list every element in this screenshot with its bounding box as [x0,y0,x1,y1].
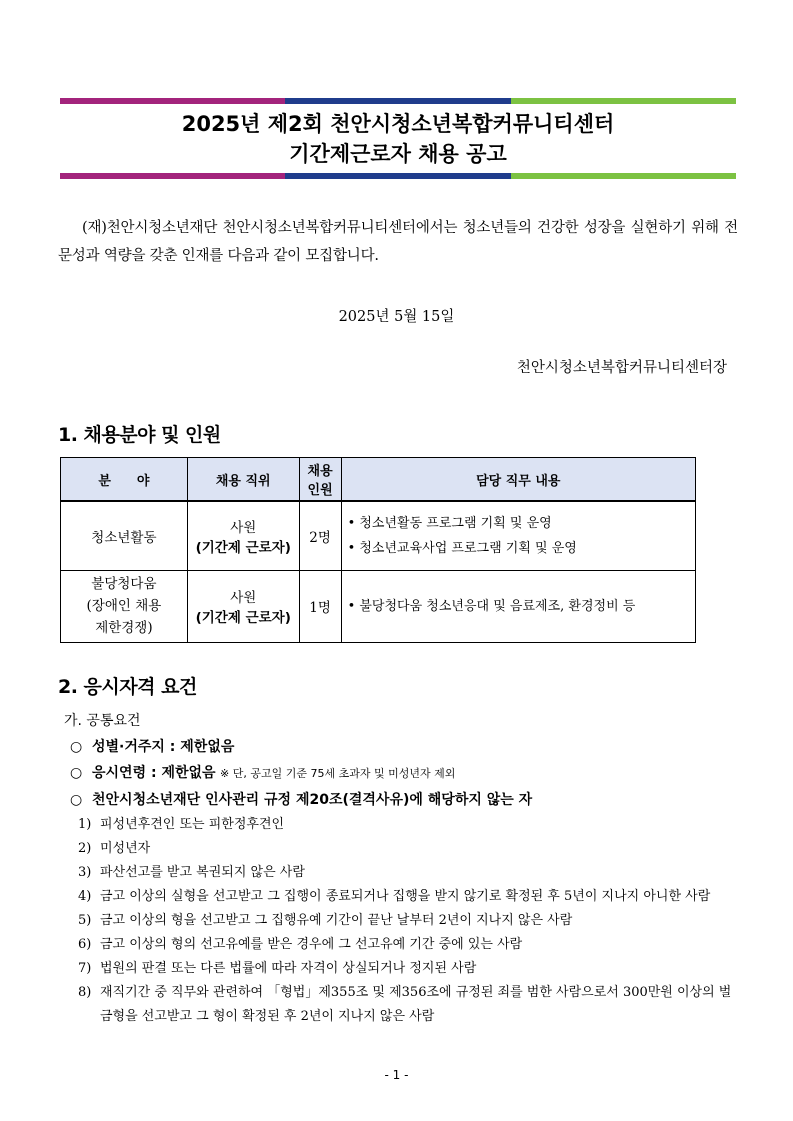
requirement-bullet [70,760,742,787]
announcement-date: 2025년 5월 15일 [338,309,455,325]
item-text: 금고 이상의 실형을 선고받고 그 집행이 종료되거나 집행을 받지 않기로 확정된 후 5년이 지나지 아니한 사람 [100,889,711,904]
duty-item: • 불당청다움 청소년응대 및 음료제조, 환경정비 등 [347,598,636,614]
table-header-row [61,458,696,502]
item-text: 금고 이상의 형의 선고유예를 받은 경우에 그 선고유예 기간 중에 있는 사람 [100,937,523,952]
page-number: - 1 - [384,1068,409,1082]
bar-segment-magenta [60,173,285,179]
duty-item: • 청소년교육사업 프로그램 기획 및 운영 [347,540,577,556]
circle-bullet-icon: ○ [70,765,83,781]
item-number: 7) [78,961,92,976]
item-number: 1) [78,817,92,832]
item-number: 6) [78,937,92,952]
disqualification-list [78,813,742,1029]
table-row [61,570,696,642]
item-text: 피성년후견인 또는 피한정후견인 [100,817,285,832]
header-count-line-2: 인원 [307,483,333,498]
subsection-common-requirements: 가. 공통요건 [64,713,141,729]
requirement-bullet [70,734,742,760]
item-text: 법원의 판결 또는 다른 법률에 따라 자격이 상실되거나 정지된 사람 [100,961,477,976]
header-field: 분 야 [61,458,188,502]
item-text: 파산선고를 받고 복권되지 않은 사람 [100,865,305,880]
item-number: 4) [78,889,92,904]
header-count-line-1: 채용 [307,464,333,479]
table-row [61,501,696,570]
bar-segment-green [511,173,736,179]
item-number: 8) [78,985,92,1000]
list-item [78,933,742,957]
requirement-bullet [70,787,742,813]
cell-duty [341,570,695,642]
cell-count: 1명 [299,570,341,642]
list-item [78,885,742,909]
requirement-text: 천안시청소년재단 인사관리 규정 제20조(결격사유)에 해당하지 않는 자 [92,792,533,808]
header-count [299,458,341,502]
position-line-1: 사원 [230,519,257,536]
position-line-2: (기간제 근로자) [195,539,291,556]
item-number: 5) [78,913,92,928]
list-item [78,981,742,1029]
title-bottom-color-bar [60,173,736,179]
requirement-text: 성별·거주지 : 제한없음 [92,739,235,755]
item-number: 2) [78,841,92,856]
qualification-block [62,708,742,1029]
field-line-3: 제한경쟁) [95,620,153,636]
item-number: 3) [78,865,92,880]
page-title [60,109,736,169]
duty-item: • 청소년활동 프로그램 기획 및 운영 [347,515,552,531]
cell-field: 청소년활동 [61,501,188,570]
cell-position [187,570,299,642]
title-line-2: 기간제근로자 채용 공고 [289,142,507,166]
section-2-title: 2. 응시자격 요건 [58,676,197,698]
requirement-note: ※ 단, 공고일 기준 75세 초과자 및 미성년자 제외 [220,767,456,780]
header-duty: 담당 직무 내용 [341,458,695,502]
bar-segment-green [511,98,736,104]
cell-field [61,570,188,642]
position-line-1: 사원 [230,590,257,606]
list-item [78,861,742,885]
section-1-title: 1. 채용분야 및 인원 [58,424,221,446]
list-item [78,957,742,981]
bar-segment-navy [285,98,510,104]
header-position: 채용 직위 [187,458,299,502]
list-item [78,837,742,861]
title-top-color-bar [60,98,736,104]
list-item [78,813,742,837]
recruitment-table [60,457,696,643]
circle-bullet-icon: ○ [70,792,83,808]
bar-segment-navy [285,173,510,179]
list-item [78,909,742,933]
position-line-2: (기간제 근로자) [195,610,291,626]
circle-bullet-icon: ○ [70,739,83,755]
requirement-text: 응시연령 : 제한없음 [92,765,216,781]
field-line-2: (장애인 채용 [86,598,162,614]
intro-paragraph: (재)천안시청소년재단 천안시청소년복합커뮤니티센터에서는 청소년들의 건강한 성장을 실현하기 위해 전문성과 역량을 갖춘 인재를 다음과 같이 모집합니다. [58,220,738,264]
item-text: 재직기간 중 직무와 관련하여 「형법」제355조 및 제356조에 규정된 죄를 범한 사람으로서 300만원 이상의 벌금형을 선고받고 그 형이 확정된 후 2년이 지나지 않은 사람 [100,985,732,1024]
item-text: 미성년자 [100,841,151,856]
cell-count: 2명 [299,501,341,570]
field-line-1: 불당청다움 [91,576,157,592]
item-text: 금고 이상의 형을 선고받고 그 집행유예 기간이 끝난 날부터 2년이 지나지 않은 사람 [100,913,573,928]
cell-position [187,501,299,570]
title-line-1: 2025년 제2회 천안시청소년복합커뮤니티센터 [181,112,615,136]
signer: 천안시청소년복합커뮤니티센터장 [516,360,727,376]
cell-duty [341,501,695,570]
bar-segment-magenta [60,98,285,104]
